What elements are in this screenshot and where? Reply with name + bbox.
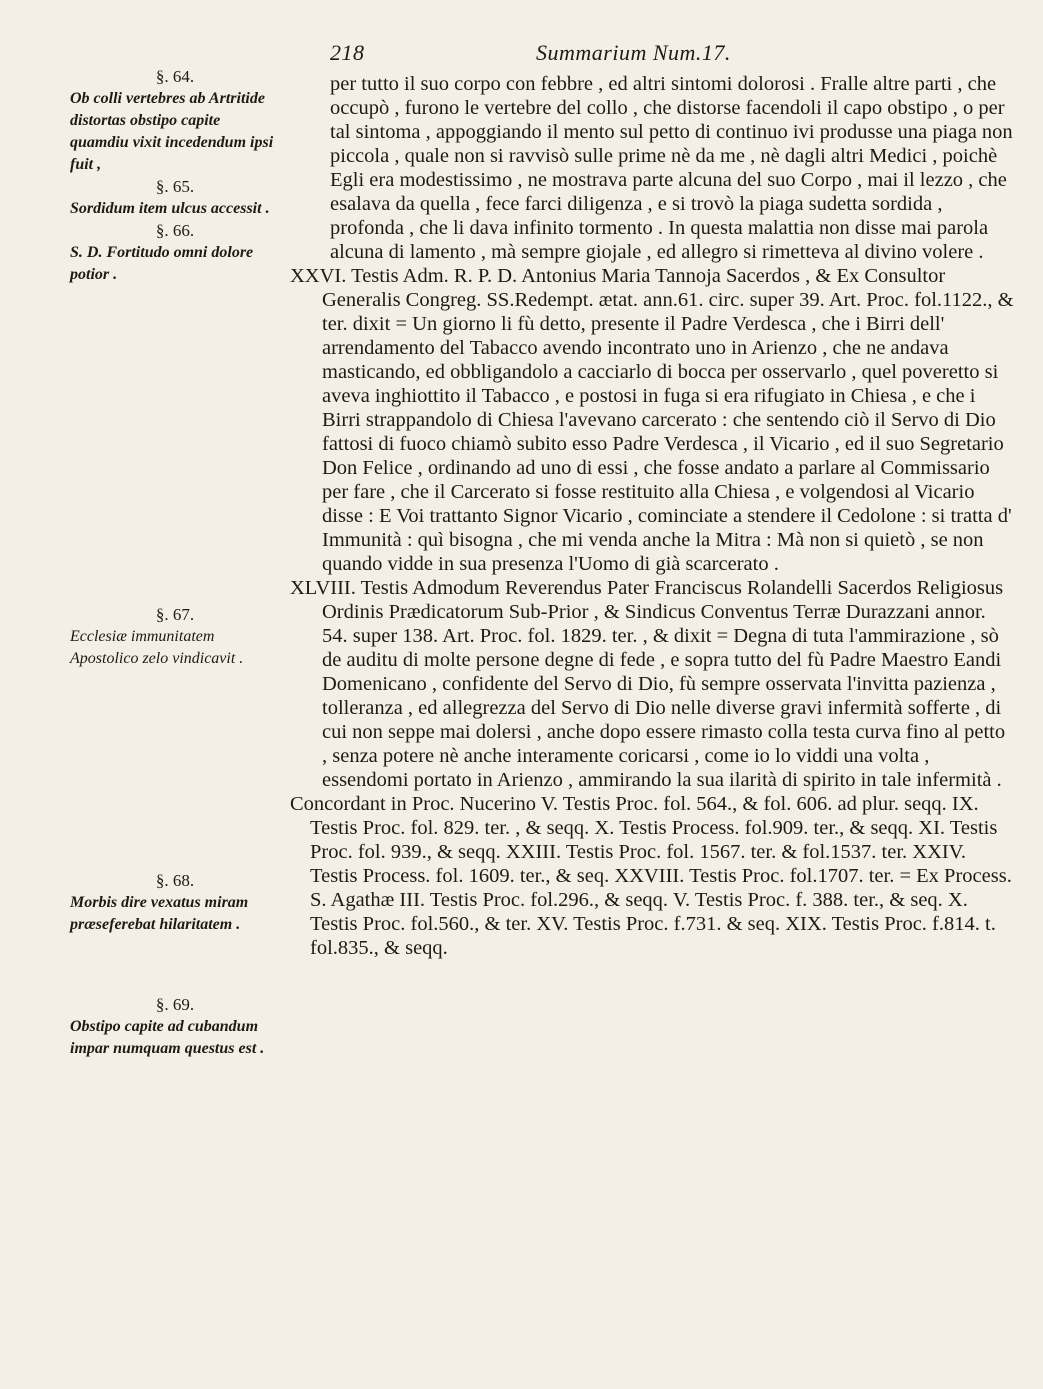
margin-section-number: §. 67. (155, 605, 195, 624)
running-title: Summarium Num.17. (536, 40, 731, 65)
margin-section-number: §. 65. (155, 177, 195, 196)
paragraph (290, 576, 1015, 792)
margin-section-number: §. 66. (155, 221, 195, 240)
margin-section-number: §. 64. (155, 67, 195, 86)
paragraph-text: Adm. R. P. D. Antonius Maria Tannoja Sacerdos , & Ex Consultor Generalis Congreg. SS.Redempt. ætat. ann.61. circ. super 39. Art. Proc. fol.1122., & ter. dixit = Un giorno li fù detto, presente il Padre Verdesca , che i Birri dell' arrendamento del Tabacco avendo incontrato uno in Arienzo , che ne andava masticando, ed obbligandolo a cacciarlo di bocca per osservarlo , quel poveretto si aveva inghiottito il Tabacco , e postosi in fuga si era rifugiato in Chiesa , e che i Birri strappandolo di Chiesa l'avevano carcerato : che sentendo ciò il Servo di Dio fattosi di fuoco chiamò subito esso Padre Verdesca , il Vicario , ed il suo Segretario Don Felice , ordinando ad uno di essi , che fosse andato a parlare al Commissario per fare , che il Carcerato si fosse restituito alla Chiesa , e volgendosi al Vicario disse : E Voi trattanto Signor Vicario , cominciate a stendere il Cedolone : si tratta d' Immunità : quì bisogna , che mi venda anche la Mitra : Mà non si quietò , se non quando vidde in sua presenza l'Uomo di già scarcerato . (322, 265, 1014, 575)
margin-notes-67 (70, 604, 280, 670)
margin-note: Obstipo capite ad cubandum impar numquam questus est . (70, 1018, 265, 1057)
page-header (330, 40, 990, 66)
margin-note: Morbis dire vexatus miram præseferebat hilaritatem . (70, 894, 249, 933)
page-number: 218 (330, 40, 365, 65)
paragraph-lead: Concordant (290, 793, 386, 815)
paragraph-text: per tutto il suo corpo con febbre , ed altri sintomi dolorosi . Fralle altre parti , che occupò , furono le vertebre del collo , che distorse facendoli il capo obstipo , o per tal sintoma , appoggiando il mento sul petto di continuo ivi produsse una piaga non piccola , quale non si ravvisò sulle prime nè da me , nè dagli altri Medici , poichè Egli era modestissimo , ne mostrava parte alcuna del suo Corpo , mai il lezzo , che esalava da quella , fece farci diligenza , e si trovò la piaga sudetta sordida , profonda , che li dava infinito tormento . In questa malattia non disse mai parola alcuna di lamento , mà sempre giojale , ed allegro si rimetteva al divino volere . (330, 73, 1013, 263)
margin-note: S. D. Fortitudo omni dolore potior . (70, 244, 254, 283)
main-text (290, 72, 1015, 960)
margin-notes-68 (70, 870, 280, 936)
margin-section-number: §. 69. (155, 995, 195, 1014)
margin-section-number: §. 68. (155, 871, 195, 890)
margin-notes-69 (70, 994, 280, 1060)
margin-note: Ob colli vertebres ab Artritide distortas obstipo capite quamdiu vixit incedendum ipsi fuit , (70, 90, 274, 173)
paragraph-lead: XXVI. Testis (290, 265, 399, 287)
paragraph-text: in Proc. Nucerino V. Testis Proc. fol. 564., & fol. 606. ad plur. seqq. IX. Testis Proc. fol. 829. ter. , & seqq. X. Testis Process. fol.909. ter., & seqq. XI. Testis Proc. fol. 939., & seqq. XXIII. Testis Proc. fol. 1567. ter. & fol.1537. ter. XXIV. Testis Process. fol. 1609. ter., & seq. XXVIII. Testis Proc. fol.1707. ter. = Ex Process. S. Agathæ III. Testis Proc. fol.296., & seqq. V. Testis Proc. f. 388. ter., & seq. X. Testis Proc. fol.560., & ter. XV. Testis Proc. f.731. & seq. XIX. Testis Proc. f.814. t. fol.835., & seqq. (310, 793, 1012, 959)
margin-note: Sordidum item ulcus accessit . (70, 200, 270, 217)
paragraph (290, 792, 1015, 960)
paragraph (290, 72, 1015, 264)
paragraph-lead: XLVIII. Testis (290, 577, 409, 599)
paragraph-text: Admodum Reverendus Pater Franciscus Rolandelli Sacerdos Religiosus Ordinis Prædicatorum Sub-Prior , & Sindicus Conventus Terræ Durazzani annor. 54. super 138. Art. Proc. fol. 1829. ter. , & dixit = Degna di tuta l'ammirazione , sò de auditu di molte persone degne di fede , e sopra tutto del fù Padre Maestro Eandi Domenicano , confidente del Servo di Dio, fù sempre osservata l'invitta pazienza , tolleranza , ed allegrezza del Servo di Dio nelle diverse gravi infermità sofferte , di cui non seppe mai dolersi , anche dopo essere rimasto colla testa curva fino al petto , senza potere nè anche interamente coricarsi , come io lo viddi una volta , essendomi portato in Arienzo , ammirando la sua ilarità di spirito in tale infermità . (322, 577, 1006, 791)
margin-note: Ecclesiæ immunitatem Apostolico zelo vindicavit . (70, 628, 244, 667)
paragraph (290, 264, 1015, 576)
margin-notes-upper (70, 66, 280, 286)
